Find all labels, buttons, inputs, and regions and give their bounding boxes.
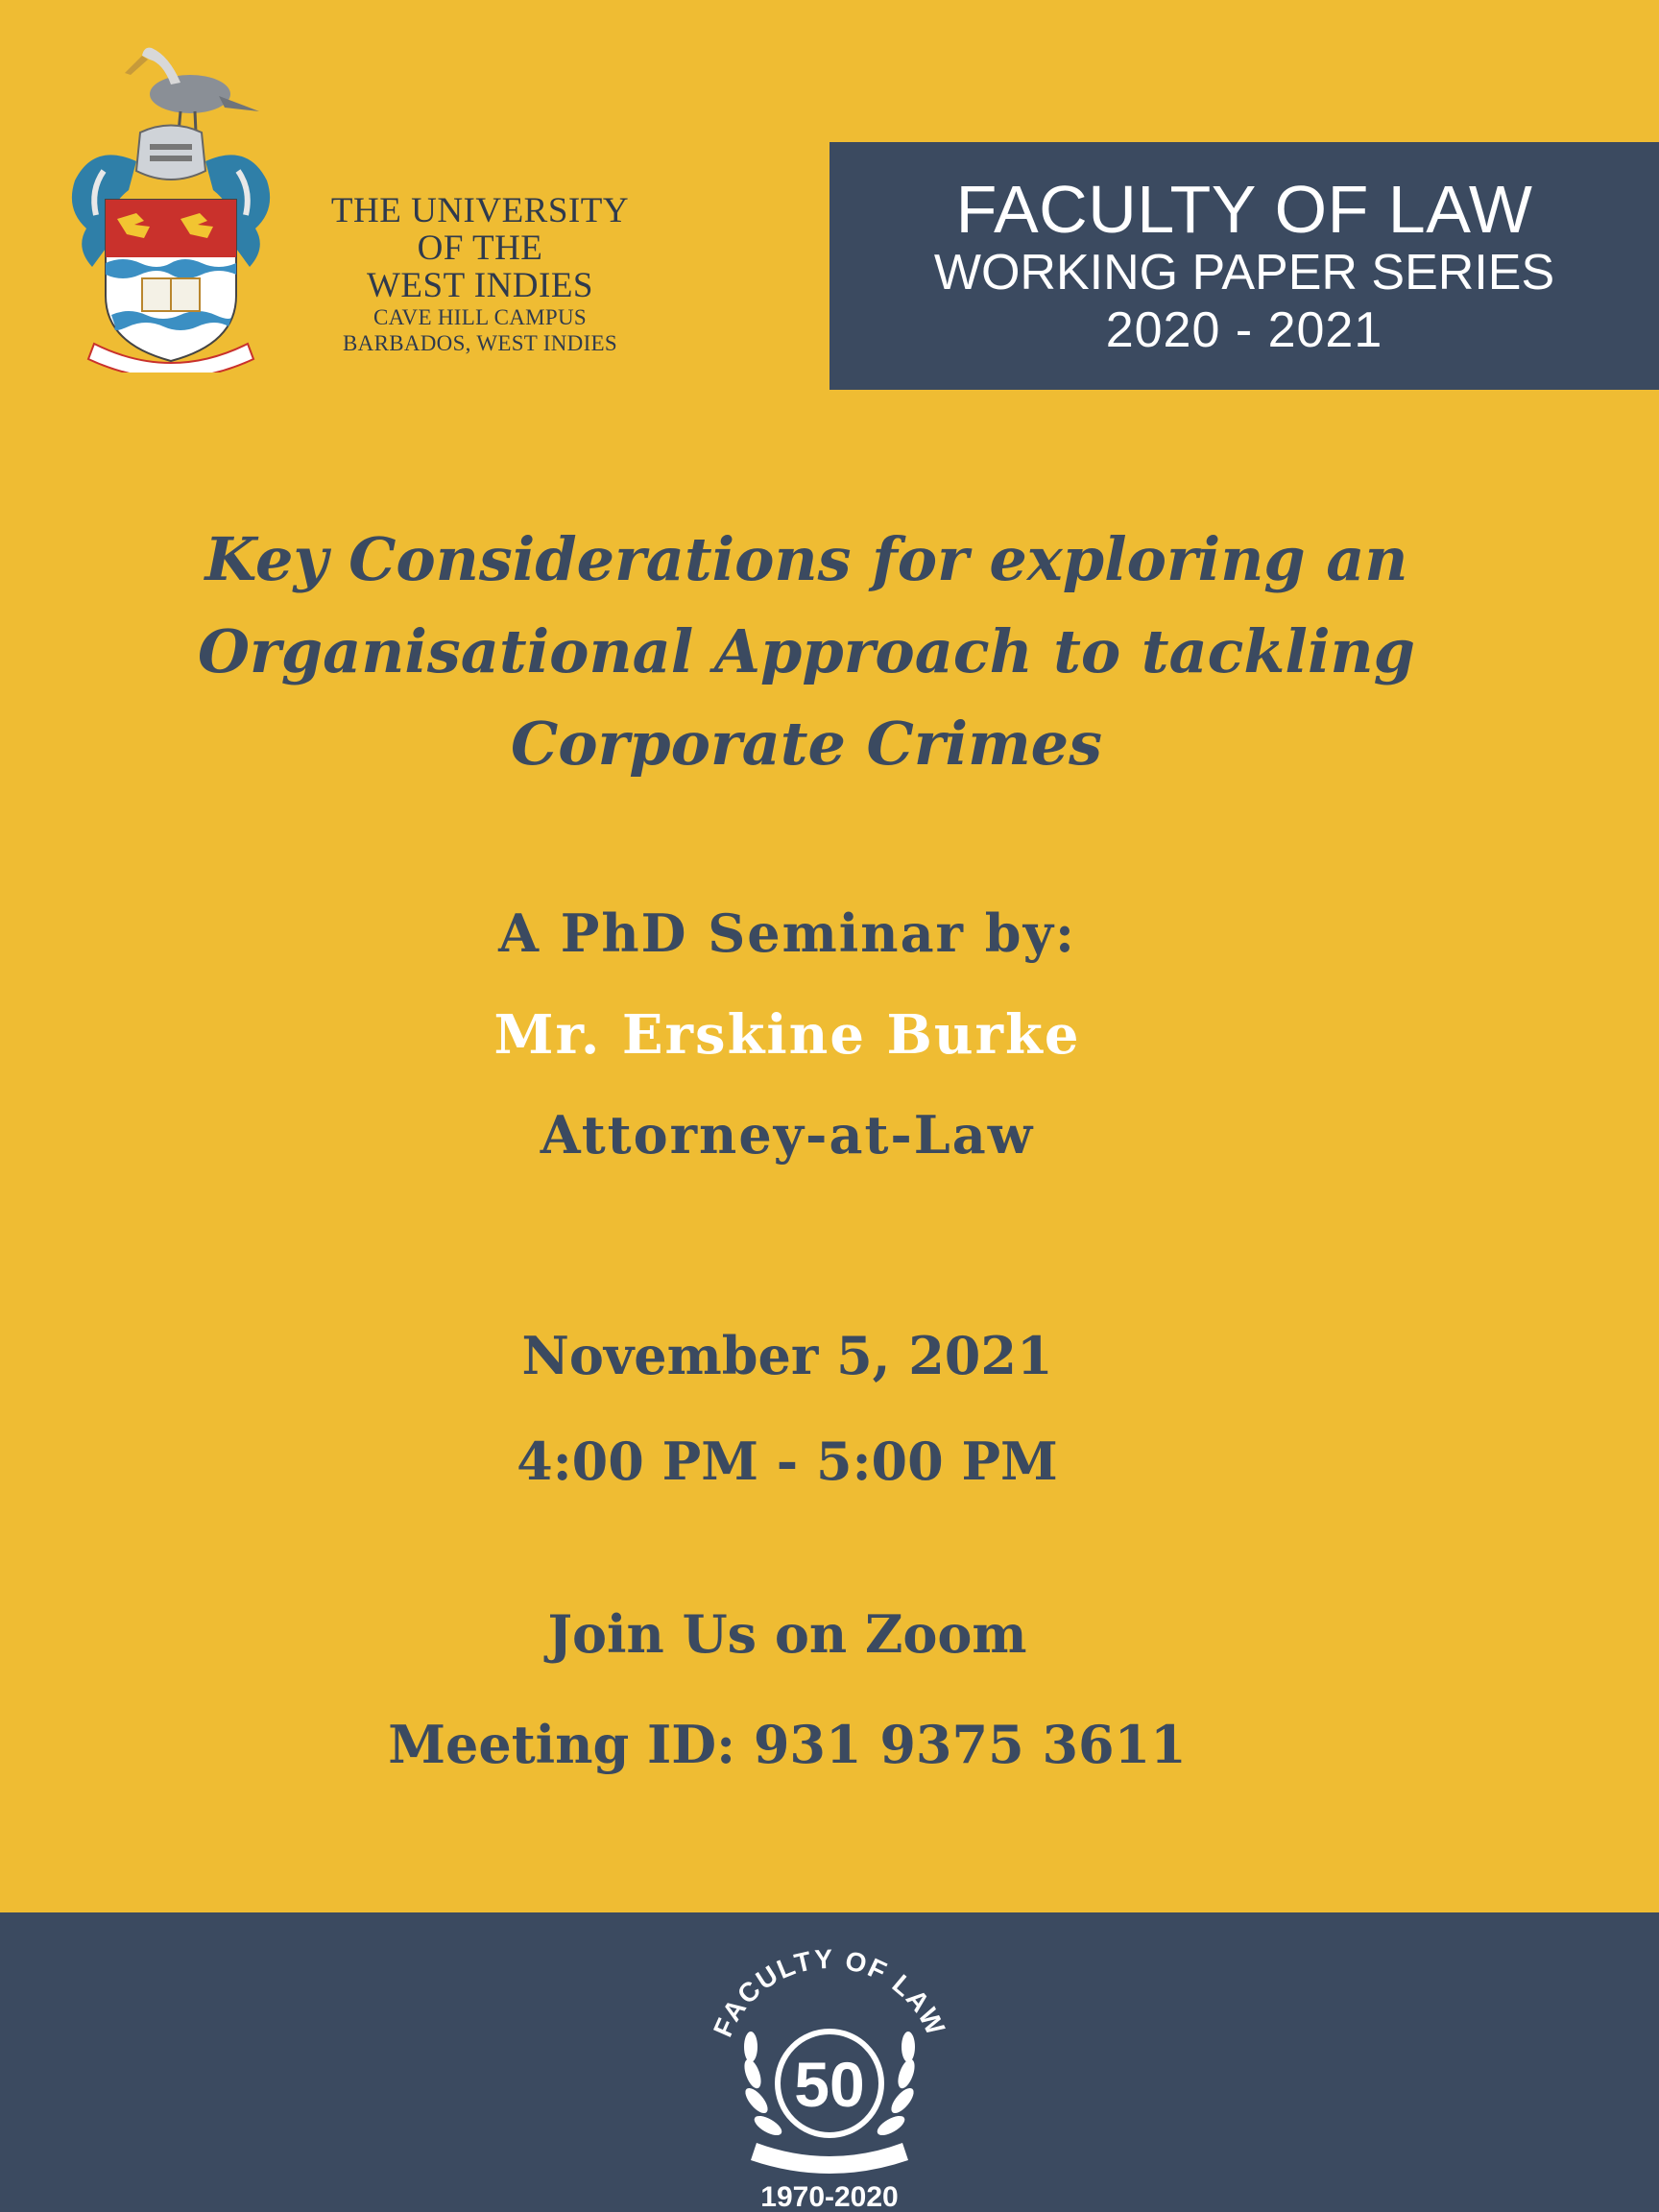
svg-text:FACULTY OF LAW [708,1944,951,2041]
campus-location: BARBADOS, WEST INDIES [343,331,617,355]
speaker-role: Attorney-at-Law [540,1104,1035,1166]
footer-band [0,1912,1659,2212]
title-line: Key Considerations for exploring an [204,524,1408,594]
anniversary-number: 50 [794,2049,865,2120]
seminar-intro: A PhD Seminar by: [498,902,1076,964]
join-zoom-text: Join Us on Zoom [547,1603,1027,1665]
meeting-id: Meeting ID: 931 9375 3611 [388,1714,1187,1775]
title-line: Corporate Crimes [510,709,1103,779]
university-name-line: OF THE [417,228,543,268]
campus-name: CAVE HILL CAMPUS [373,305,588,329]
university-name-block [288,192,672,356]
series-faculty: FACULTY OF LAW [955,172,1533,247]
series-name: WORKING PAPER SERIES [933,245,1555,301]
pelican-icon [125,48,259,132]
anniversary-arc-text: FACULTY OF LAW [707,1943,952,2041]
series-banner [830,142,1659,390]
seminar-title [77,514,1536,790]
university-name-line: THE UNIVERSITY [330,191,630,230]
series-years: 2020 - 2021 [1105,302,1383,358]
title-line: Organisational Approach to tackling [198,616,1415,686]
university-name-line: WEST INDIES [366,266,594,305]
anniversary-years: 1970-2020 [760,2181,899,2210]
university-crest-logo [36,27,305,373]
event-date: November 5, 2021 [521,1325,1053,1386]
anniversary-50-logo [689,1930,970,2210]
ribbon-icon [751,2143,908,2174]
speaker-name: Mr. Erskine Burke [493,1003,1081,1067]
event-time: 4:00 PM - 5:00 PM [517,1431,1058,1492]
